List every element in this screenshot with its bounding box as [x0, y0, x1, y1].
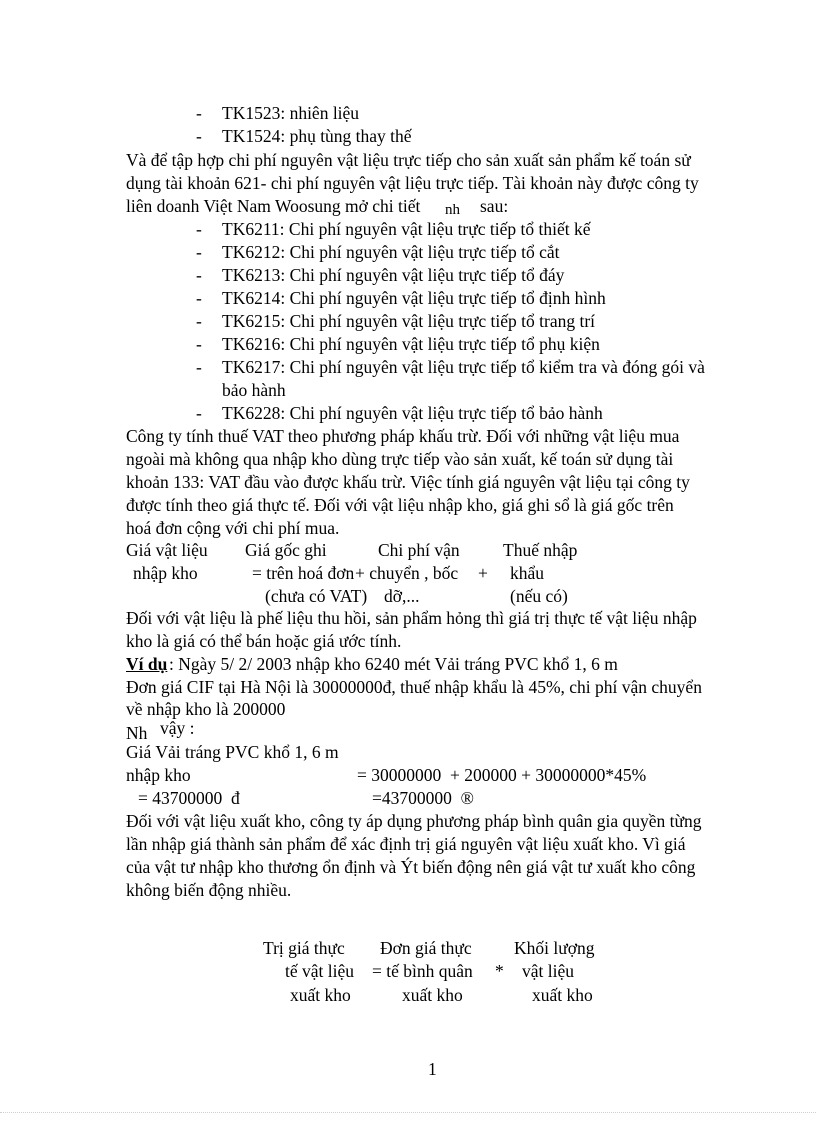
page-number: 1	[428, 1059, 437, 1079]
list-item: TK6217: Chi phí nguyên vật liệu trực tiếp tổ kiểm tra và đóng gói và	[222, 357, 705, 377]
formula-term: xuất kho	[532, 985, 593, 1005]
formula-term: Khối lượng	[514, 938, 595, 958]
bullet-dash: -	[196, 265, 202, 285]
paragraph-line: của vật tư nhập kho thương ổn định và Ýt biến động nên giá vật tư xuất kho công	[126, 857, 696, 877]
example-result: = 43700000 đ	[138, 788, 240, 808]
example-line: vậy :	[160, 718, 195, 738]
bullet-item: TK1523: nhiên liệu	[222, 103, 360, 123]
formula-term: + chuyển , bốc	[355, 563, 459, 583]
list-item: TK6228: Chi phí nguyên vật liệu trực tiếp tổ bảo hành	[222, 403, 603, 423]
bullet-dash: -	[196, 242, 202, 262]
paragraph-line: Và để tập hợp chi phí nguyên vật liệu trực tiếp cho sản xuất sản phẩm kế toán sử	[126, 150, 691, 170]
formula-operator: *	[495, 961, 504, 981]
formula-term: dỡ,...	[384, 586, 420, 606]
bullet-dash: -	[196, 288, 202, 308]
paragraph-line: lần nhập giá thành sản phẩm để xác định trị giá nguyên vật liệu xuất kho. Vì giá	[126, 834, 686, 854]
formula-term: vật liệu	[522, 961, 574, 981]
example-line: nhập kho	[126, 765, 191, 785]
paragraph-line: liên doanh Việt Nam Woosung mở chi tiết	[126, 196, 421, 216]
example-calculation: = 30000000 + 200000 + 30000000*45%	[357, 765, 647, 785]
formula-term: xuất kho	[402, 985, 463, 1005]
formula-term: Giá vật liệu	[126, 540, 208, 560]
formula-term: (nếu có)	[510, 586, 568, 606]
list-item: TK6211: Chi phí nguyên vật liệu trực tiếp tổ thiết kế	[222, 219, 591, 239]
formula-term: = tế bình quân	[372, 961, 473, 981]
example-line: Đơn giá CIF tại Hà Nội là 30000000đ, thuế nhập khẩu là 45%, chi phí vận chuyển	[126, 677, 702, 697]
list-item-continuation: bảo hành	[222, 380, 286, 400]
bullet-dash: -	[196, 219, 202, 239]
paragraph-line: được tính theo giá thực tế. Đối với vật liệu nhập kho, giá ghi sổ là giá gốc trên	[126, 495, 674, 515]
example-result: =43700000 ®	[372, 788, 474, 808]
paragraph-line: dụng tài khoản 621- chi phí nguyên vật liệu trực tiếp. Tài khoản này được công ty	[126, 173, 699, 193]
example-fragment: Nh	[126, 723, 148, 743]
list-item: TK6214: Chi phí nguyên vật liệu trực tiếp tổ định hình	[222, 288, 606, 308]
formula-term: nhập kho	[133, 563, 198, 583]
paragraph-line: Đối với vật liệu là phế liệu thu hồi, sản phẩm hỏng thì giá trị thực tế vật liệu nhập	[126, 608, 697, 628]
formula-term: tế vật liệu	[285, 961, 355, 981]
bullet-dash: -	[196, 403, 202, 423]
bullet-dash: -	[196, 334, 202, 354]
formula-term: Trị giá thực	[263, 938, 345, 958]
bullet-dash: -	[196, 357, 202, 377]
paragraph-line: khoản 133: VAT đầu vào được khấu trừ. Việc tính giá nguyên vật liệu tại công ty	[126, 472, 690, 492]
bullet-dash: -	[196, 103, 202, 123]
paragraph-line: ngoài mà không qua nhập kho dùng trực tiếp vào sản xuất, kế toán sử dụng tài	[126, 449, 674, 469]
formula-term: Đơn giá thực	[380, 938, 472, 958]
paragraph-fragment: nh	[445, 202, 460, 218]
paragraph-line: không biến động nhiều.	[126, 880, 292, 900]
paragraph-line: hoá đơn cộng với chi phí mua.	[126, 518, 340, 538]
bullet-dash: -	[196, 126, 202, 146]
list-item: TK6213: Chi phí nguyên vật liệu trực tiếp tổ đáy	[222, 265, 565, 285]
list-item: TK6215: Chi phí nguyên vật liệu trực tiếp tổ trang trí	[222, 311, 596, 331]
bullet-dash: -	[196, 311, 202, 331]
example-label: Ví dụ	[126, 654, 168, 674]
paragraph-line: kho là giá có thể bán hoặc giá ước tính.	[126, 631, 402, 651]
list-item: TK6212: Chi phí nguyên vật liệu trực tiếp tổ cắt	[222, 242, 560, 262]
formula-term: khẩu	[510, 563, 545, 583]
paragraph-line: Công ty tính thuế VAT theo phương pháp khấu trừ. Đối với những vật liệu mua	[126, 426, 680, 446]
bullet-item: TK1524: phụ tùng thay thế	[222, 126, 412, 146]
list-item: TK6216: Chi phí nguyên vật liệu trực tiếp tổ phụ kiện	[222, 334, 600, 354]
formula-term: Giá gốc ghi	[245, 540, 327, 560]
formula-term: = trên hoá đơn	[252, 563, 355, 583]
formula-term: xuất kho	[290, 985, 351, 1005]
example-line: : Ngày 5/ 2/ 2003 nhập kho 6240 mét Vải tráng PVC khổ 1, 6 m	[169, 654, 618, 674]
example-line: về nhập kho là 200000	[126, 699, 286, 719]
formula-term: Thuế nhập	[503, 540, 578, 560]
paragraph-line: sau:	[480, 196, 509, 216]
paragraph-line: Đối với vật liệu xuất kho, công ty áp dụng phương pháp bình quân gia quyền từng	[126, 811, 702, 831]
page-bottom-rule	[0, 1112, 816, 1113]
formula-term: Chi phí vận	[378, 540, 460, 560]
example-line: Giá Vải tráng PVC khổ 1, 6 m	[126, 742, 339, 762]
formula-term: (chưa có VAT)	[265, 586, 368, 606]
formula-operator: +	[478, 563, 488, 583]
